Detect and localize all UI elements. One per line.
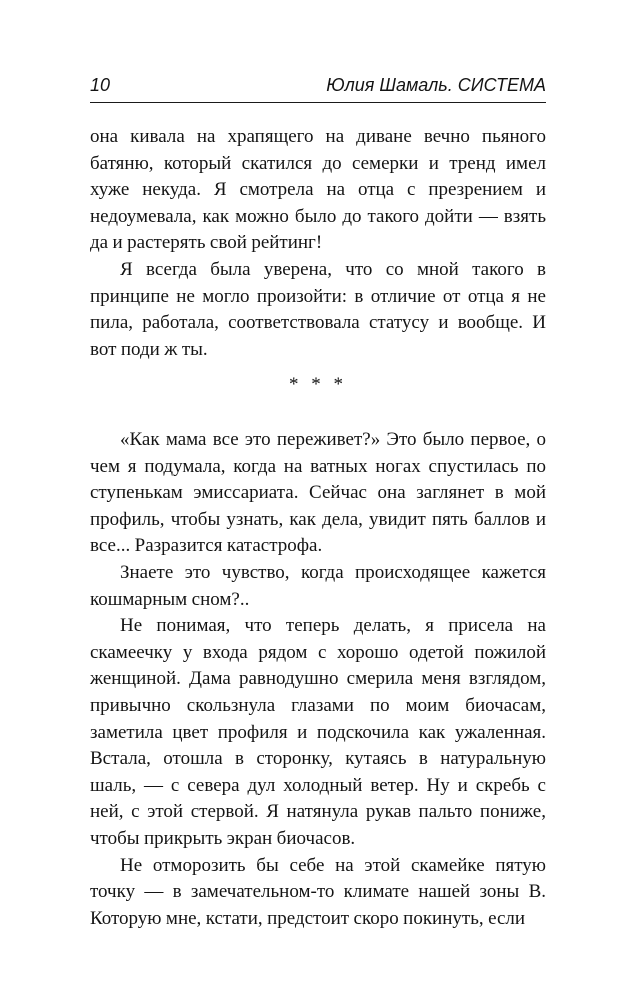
text-block-before-break (90, 124, 546, 363)
page-number: 10 (90, 75, 111, 95)
paragraph: Не понимая, что теперь делать, я присела на скамеечку у входа рядом с хорошо одетой пожилой женщиной. Дама равнодушно смерила меня взглядом, привычно скользнула глазами по моим биочасам, заметила цвет профиля и подскочила как ужаленная. Встала, отошла в сторонку, кутаясь в натуральную шаль, — с севера дул холодный ветер. Ну и скребь с ней, с этой стервой. Я натянула рукав пальто пониже, чтобы прикрыть экран биочасов. (90, 615, 546, 849)
paragraph-continuation: она кивала на храпящего на диване вечно пьяного батяню, который скатился до семерки и тренд имел хуже некуда. Я смотрела на отца с презрением и недоумевала, как можно было до такого дойти — взять да и растерять свой рейтинг! (90, 126, 546, 254)
paragraph: Я всегда была уверена, что со мной такого в принципе не могло произойти: в отличие от отца я не пила, работала, соответствовала статусу и вообще. И вот поди ж ты. (90, 258, 546, 360)
header-rule (90, 102, 546, 103)
paragraph: Не отморозить бы себе на этой скамейке пятую точку — в замечательном-то климате нашей зоны В. Которую мне, кстати, предстоит скоро покинуть, если (90, 854, 546, 929)
paragraph: Знаете это чувство, когда происходящее кажется кошмарным сном?.. (90, 561, 546, 610)
paragraph: «Как мама все это переживет?» Это было первое, о чем я подумала, когда на ватных ногах спустилась по ступенькам эмиссариата. Сейчас она заглянет в мой профиль, чтобы узнать, как дела, увидит пять баллов и все... Разразится катастрофа. (90, 429, 546, 557)
running-title: Юлия Шамаль. СИСТЕМА (326, 75, 546, 95)
text-block-after-break (90, 427, 546, 932)
running-header (90, 70, 546, 96)
section-break: * * * (289, 374, 347, 395)
